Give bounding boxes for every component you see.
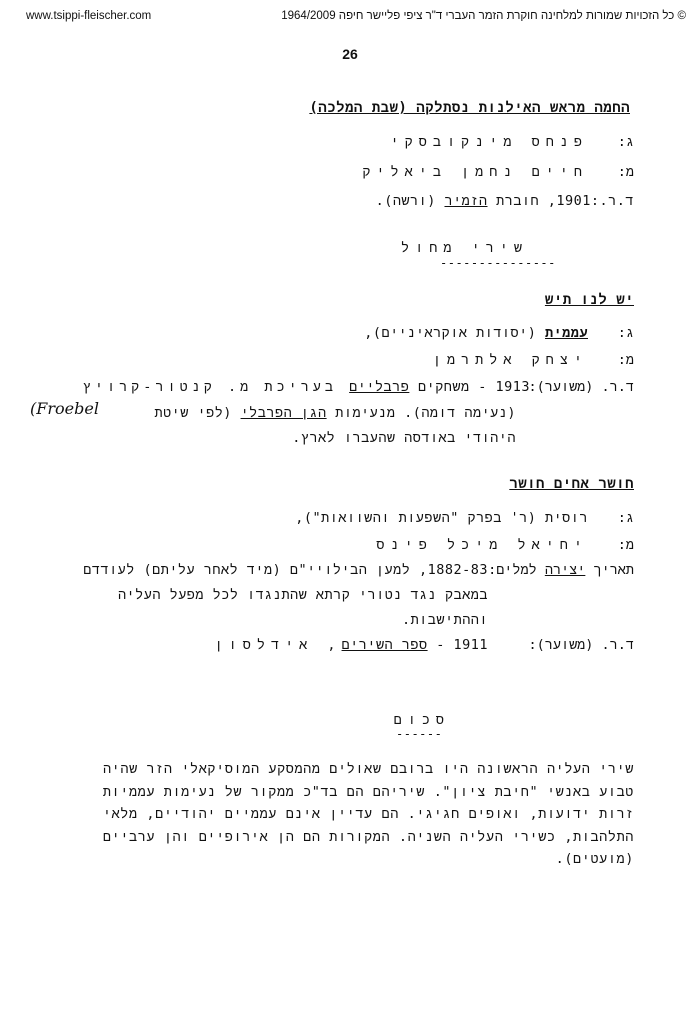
- song3-print-a: 1911 -: [427, 637, 488, 653]
- song1-print-pre: 1901, חוברת: [487, 193, 591, 209]
- summary-heading: סכום: [393, 712, 450, 728]
- song2-line1-link: פרבליים: [349, 379, 410, 395]
- song3-date-line1: 1882-83, למען הבילויי"ם (מיד לאחר עליתם) לעודדם: [83, 562, 488, 578]
- summary-line4: התלהבות, כשירי העליה השניה. המקורות הם הן אירופיים והן ערביים: [102, 828, 634, 845]
- song3-date-line3: וההתישבות.: [401, 612, 488, 628]
- section-dance-heading: שירי מחול: [401, 240, 528, 256]
- song2-line1-a: 1913 - משחקים: [409, 379, 530, 395]
- song3-composer: רוסית (ר' בפרק "השפעות והשוואות"),: [295, 510, 588, 526]
- song3-title: חושר אחים חושר: [509, 476, 634, 492]
- summary-line1: שירי העליה הראשונה היו ברובם שאולים מהמסקע המוסיקאלי הזר שהיה: [102, 761, 634, 777]
- song2-line1-b: בעריכת מ. קנטור-קרויץ: [82, 379, 350, 395]
- song1-lyricist: חיים נחמן ביאליק: [362, 164, 588, 180]
- summary-line2: טבוע באנשי "חיבת ציון". שיריהם הם בד"כ ממקור של נעימות עממיות: [102, 783, 634, 800]
- song1-lyricist-label: מ:: [617, 164, 634, 180]
- song3-lyricist-label: מ:: [617, 537, 634, 553]
- song1-print-label: ד.ר.:: [590, 193, 634, 209]
- song3-print-label: ד.ר. (משוער):: [528, 637, 634, 653]
- song2-line2-b: (לפי שיטת: [154, 405, 241, 421]
- song2-composer-b: (יסודות אוקראיניים),: [364, 325, 545, 341]
- song2-composer: [364, 325, 588, 342]
- page-number: 26: [342, 46, 358, 62]
- song1-print-line: [376, 193, 634, 210]
- song2-composer-label: ג:: [617, 325, 634, 341]
- summary-paragraph: [34, 758, 634, 871]
- summary-line3: זרות ידועות, ואופים חגיגי. הם עדיין אינם עממיים יהודיים, מלאי: [102, 806, 634, 822]
- song2-lyricist: יצחק אלתרמן: [432, 352, 588, 368]
- song2-title: יש לנו תיש: [544, 292, 634, 308]
- song3-date-label: תאריך יצירה למלים:: [488, 562, 634, 578]
- song2-print-line3: היהודי באודסה שהעברו לארץ.: [292, 430, 516, 446]
- summary-line5: (מועטים).: [555, 851, 634, 867]
- song2-composer-a: עממית: [544, 325, 588, 341]
- copyright-notice: © כל הזכויות שמורות למלחינה חוקרת הזמר העברי ד"ר ציפי פליישר חיפה 1964/2009: [281, 10, 686, 22]
- song2-line2-link: הגן הפרבלי: [240, 405, 327, 421]
- song1-print-post: (ורשה).: [375, 193, 445, 209]
- summary-underline: ------: [396, 727, 443, 741]
- song3-lyricist: יחיאל מיכל פינס: [376, 537, 588, 553]
- song1-print-link: הזמיר: [444, 193, 488, 209]
- song3-date-line2: במאבק נגד נטורי קרתא שהתנגדו לכל מפעל העליה: [117, 587, 488, 603]
- section-dance-underline: ---------------: [440, 256, 556, 270]
- song1-title: החמה מראש האילנות נסתלקה (שבת המלכה): [309, 100, 630, 116]
- song3-print-link: ספר השירים: [341, 637, 428, 653]
- song1-composer: פנחס מינקובסקי: [390, 134, 588, 150]
- song1-composer-label: ג:: [617, 134, 634, 150]
- song3-composer-label: ג:: [617, 510, 634, 526]
- song2-print-label: ד.ר. (משוער):: [528, 379, 634, 395]
- song2-line2-a: (נעימה דומה). מנעימות: [326, 405, 516, 421]
- website-url[interactable]: www.tsippi-fleischer.com: [26, 10, 152, 22]
- handwritten-froebel: (Froebel: [30, 399, 99, 418]
- song2-lyricist-label: מ:: [617, 352, 634, 368]
- song3-print-b: , אידלסון: [214, 637, 342, 653]
- song2-print-line1: [83, 379, 530, 396]
- song2-print-line2: [154, 405, 516, 422]
- song3-print-line: [215, 637, 488, 654]
